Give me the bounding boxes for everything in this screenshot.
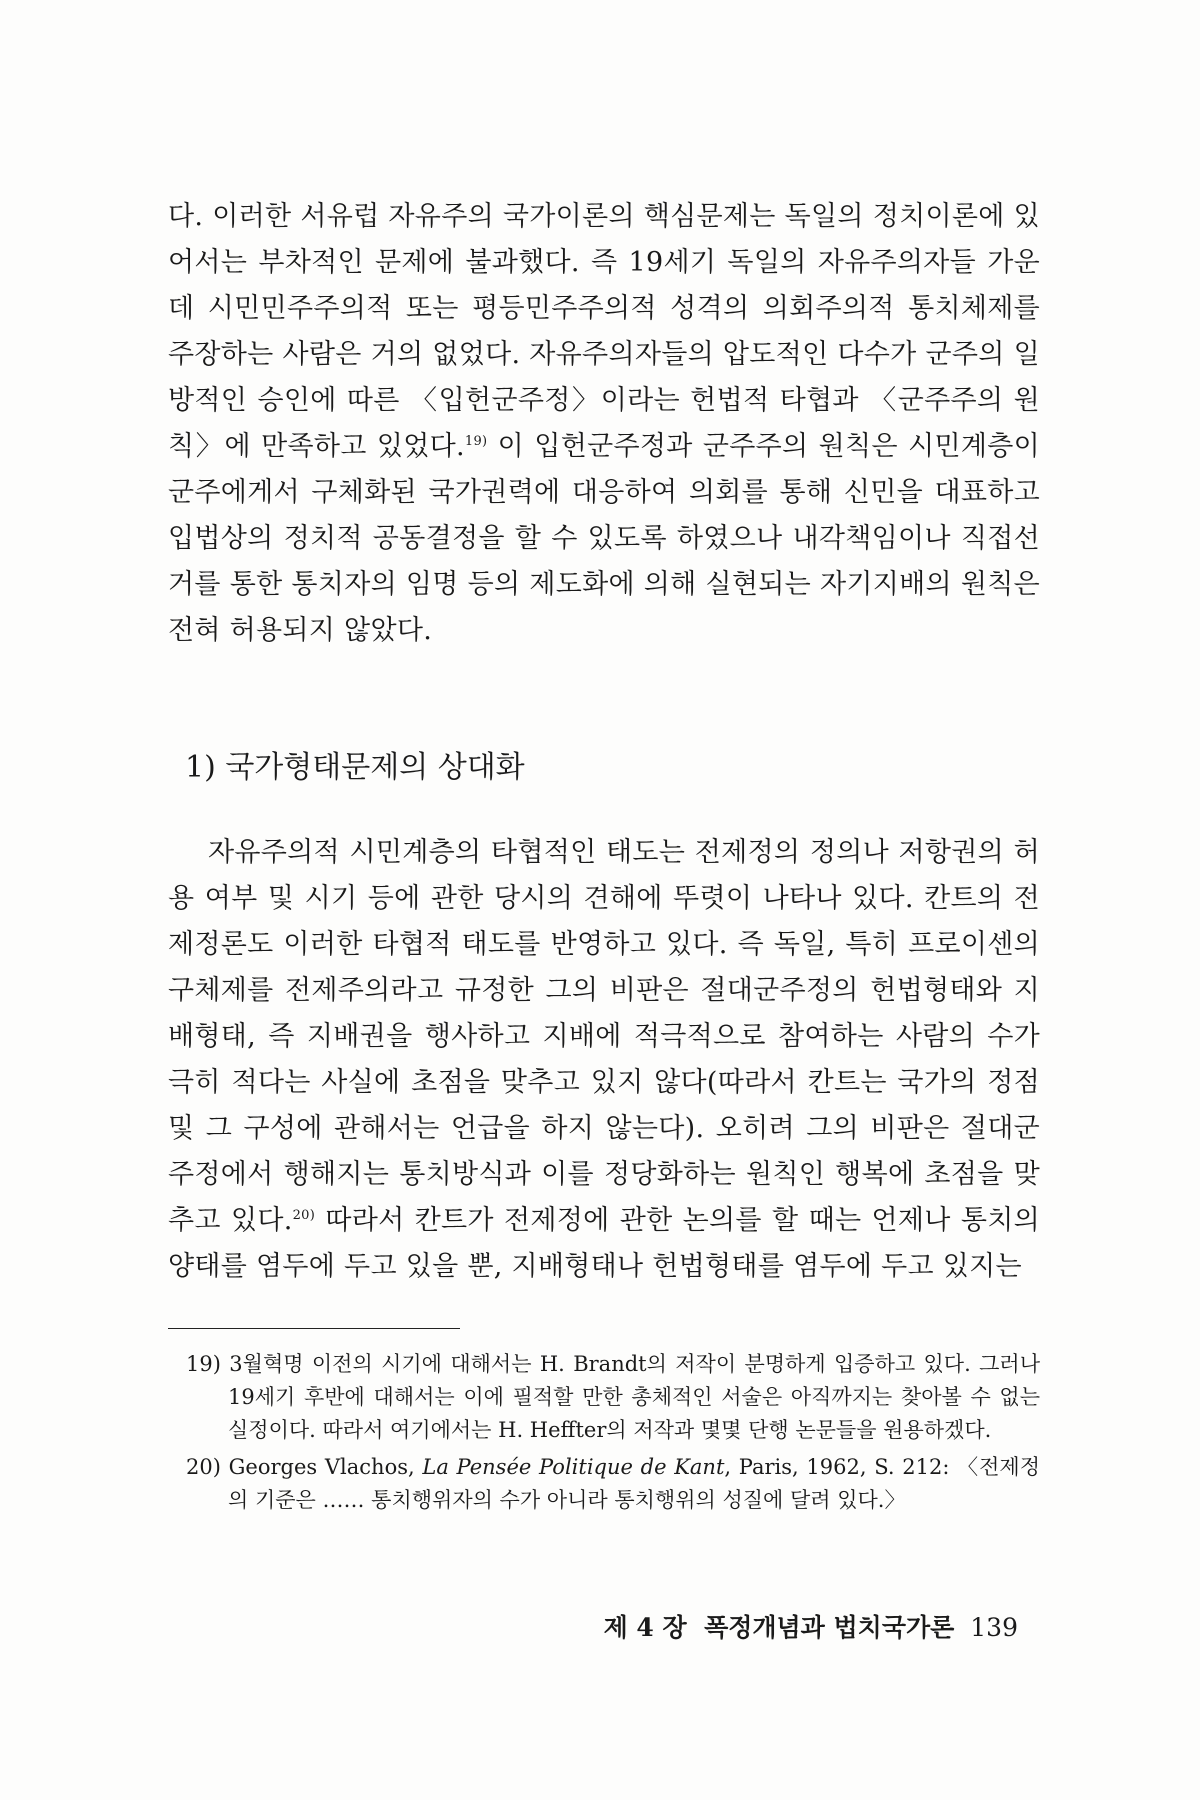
paragraph-text: 따라서 칸트가 전제정에 관한 논의를 할 때는 언제나 통치의 양태를 염두에 두고 있을 뿐, 지배형태나 헌법형태를 염두에 두고 있지는: [168, 1205, 1041, 1282]
body-paragraph-2: [168, 830, 1040, 1290]
chapter-title: 제 4 장 폭정개념과 법치국가론: [603, 1613, 955, 1642]
footnote-text: 3월혁명 이전의 시기에 대해서는 H. Brandt의 저작이 분명하게 입증하고 있다. 그러나 19세기 후반에 대해서는 이에 필적할 만한 총체적인 서술은 아직까지는 찾아볼 수 없는 실정이다. 따라서 여기에서는 H. Heffter의 저작과 몇몇 단행 논문들을 원용하겠다.: [228, 1352, 1040, 1442]
footnote-text: , Paris, 1962, S. 212: 〈전제정의 기준은 …… 통치행위자의 수가 아니라 통치행위의 성질에 달려 있다.〉: [228, 1455, 1040, 1512]
paragraph-text: 이 입헌군주정과 군주주의 원칙은 시민계층이 군주에게서 구체화된 국가권력에 대응하여 의회를 통해 신민을 대표하고 입법상의 정치적 공동결정을 할 수 있도록 하였으나 내각책임이나 직접선거를 통한 통치자의 임명 등의 제도화에 의해 실현되는 자기지배의 원칙은 전혀 허용되지 않았다.: [168, 431, 1040, 646]
page-number: 139: [970, 1613, 1018, 1642]
footnote-reference-20[interactable]: 20): [292, 1208, 316, 1223]
section-heading: 1) 국가형태문제의 상대화: [185, 750, 525, 785]
footnote-book-title: La Pensée Politique de Kant: [422, 1455, 725, 1479]
footnote-20: [168, 1451, 1040, 1517]
paragraph-text: 다. 이러한 서유럽 자유주의 국가이론의 핵심문제는 독일의 정치이론에 있어서는 부차적인 문제에 불과했다. 즉 19세기 독일의 자유주의자들 가운데 시민민주주의적 또는 평등민주주의적 성격의 의회주의적 통치체제를 주장하는 사람은 거의 없었다. 자유주의자들의 압도적인 다수가 군주의 일방적인 승인에 따른 〈입헌군주정〉이라는 헌법적 타협과 〈군주주의 원칙〉에 만족하고 있었다.: [168, 201, 1040, 462]
footnote-number: 19): [186, 1352, 221, 1376]
body-paragraph-1: [168, 194, 1040, 654]
footnote-separator: [168, 1328, 460, 1329]
footnote-reference-19[interactable]: 19): [464, 434, 488, 449]
footnote-author: Georges Vlachos,: [228, 1455, 423, 1479]
footnote-19: [168, 1348, 1040, 1447]
footnote-number: 20): [186, 1455, 221, 1479]
running-footer: [604, 1608, 1018, 1644]
paragraph-text: 자유주의적 시민계층의 타협적인 태도는 전제정의 정의나 저항권의 허용 여부 및 시기 등에 관한 당시의 견해에 뚜렷이 나타나 있다. 칸트의 전제정론도 이러한 타협적 태도를 반영하고 있다. 즉 독일, 특히 프로이센의 구체제를 전제주의라고 규정한 그의 비판은 절대군주정의 헌법형태와 지배형태, 즉 지배권을 행사하고 지배에 적극적으로 참여하는 사람의 수가 극히 적다는 사실에 초점을 맞추고 있지 않다(따라서 칸트는 국가의 정점 및 그 구성에 관해서는 언급을 하지 않는다). 오히려 그의 비판은 절대군주정에서 행해지는 통치방식과 이를 정당화하는 원칙인 행복에 초점을 맞추고 있다.: [168, 837, 1040, 1236]
footnotes-section: [168, 1348, 1040, 1521]
